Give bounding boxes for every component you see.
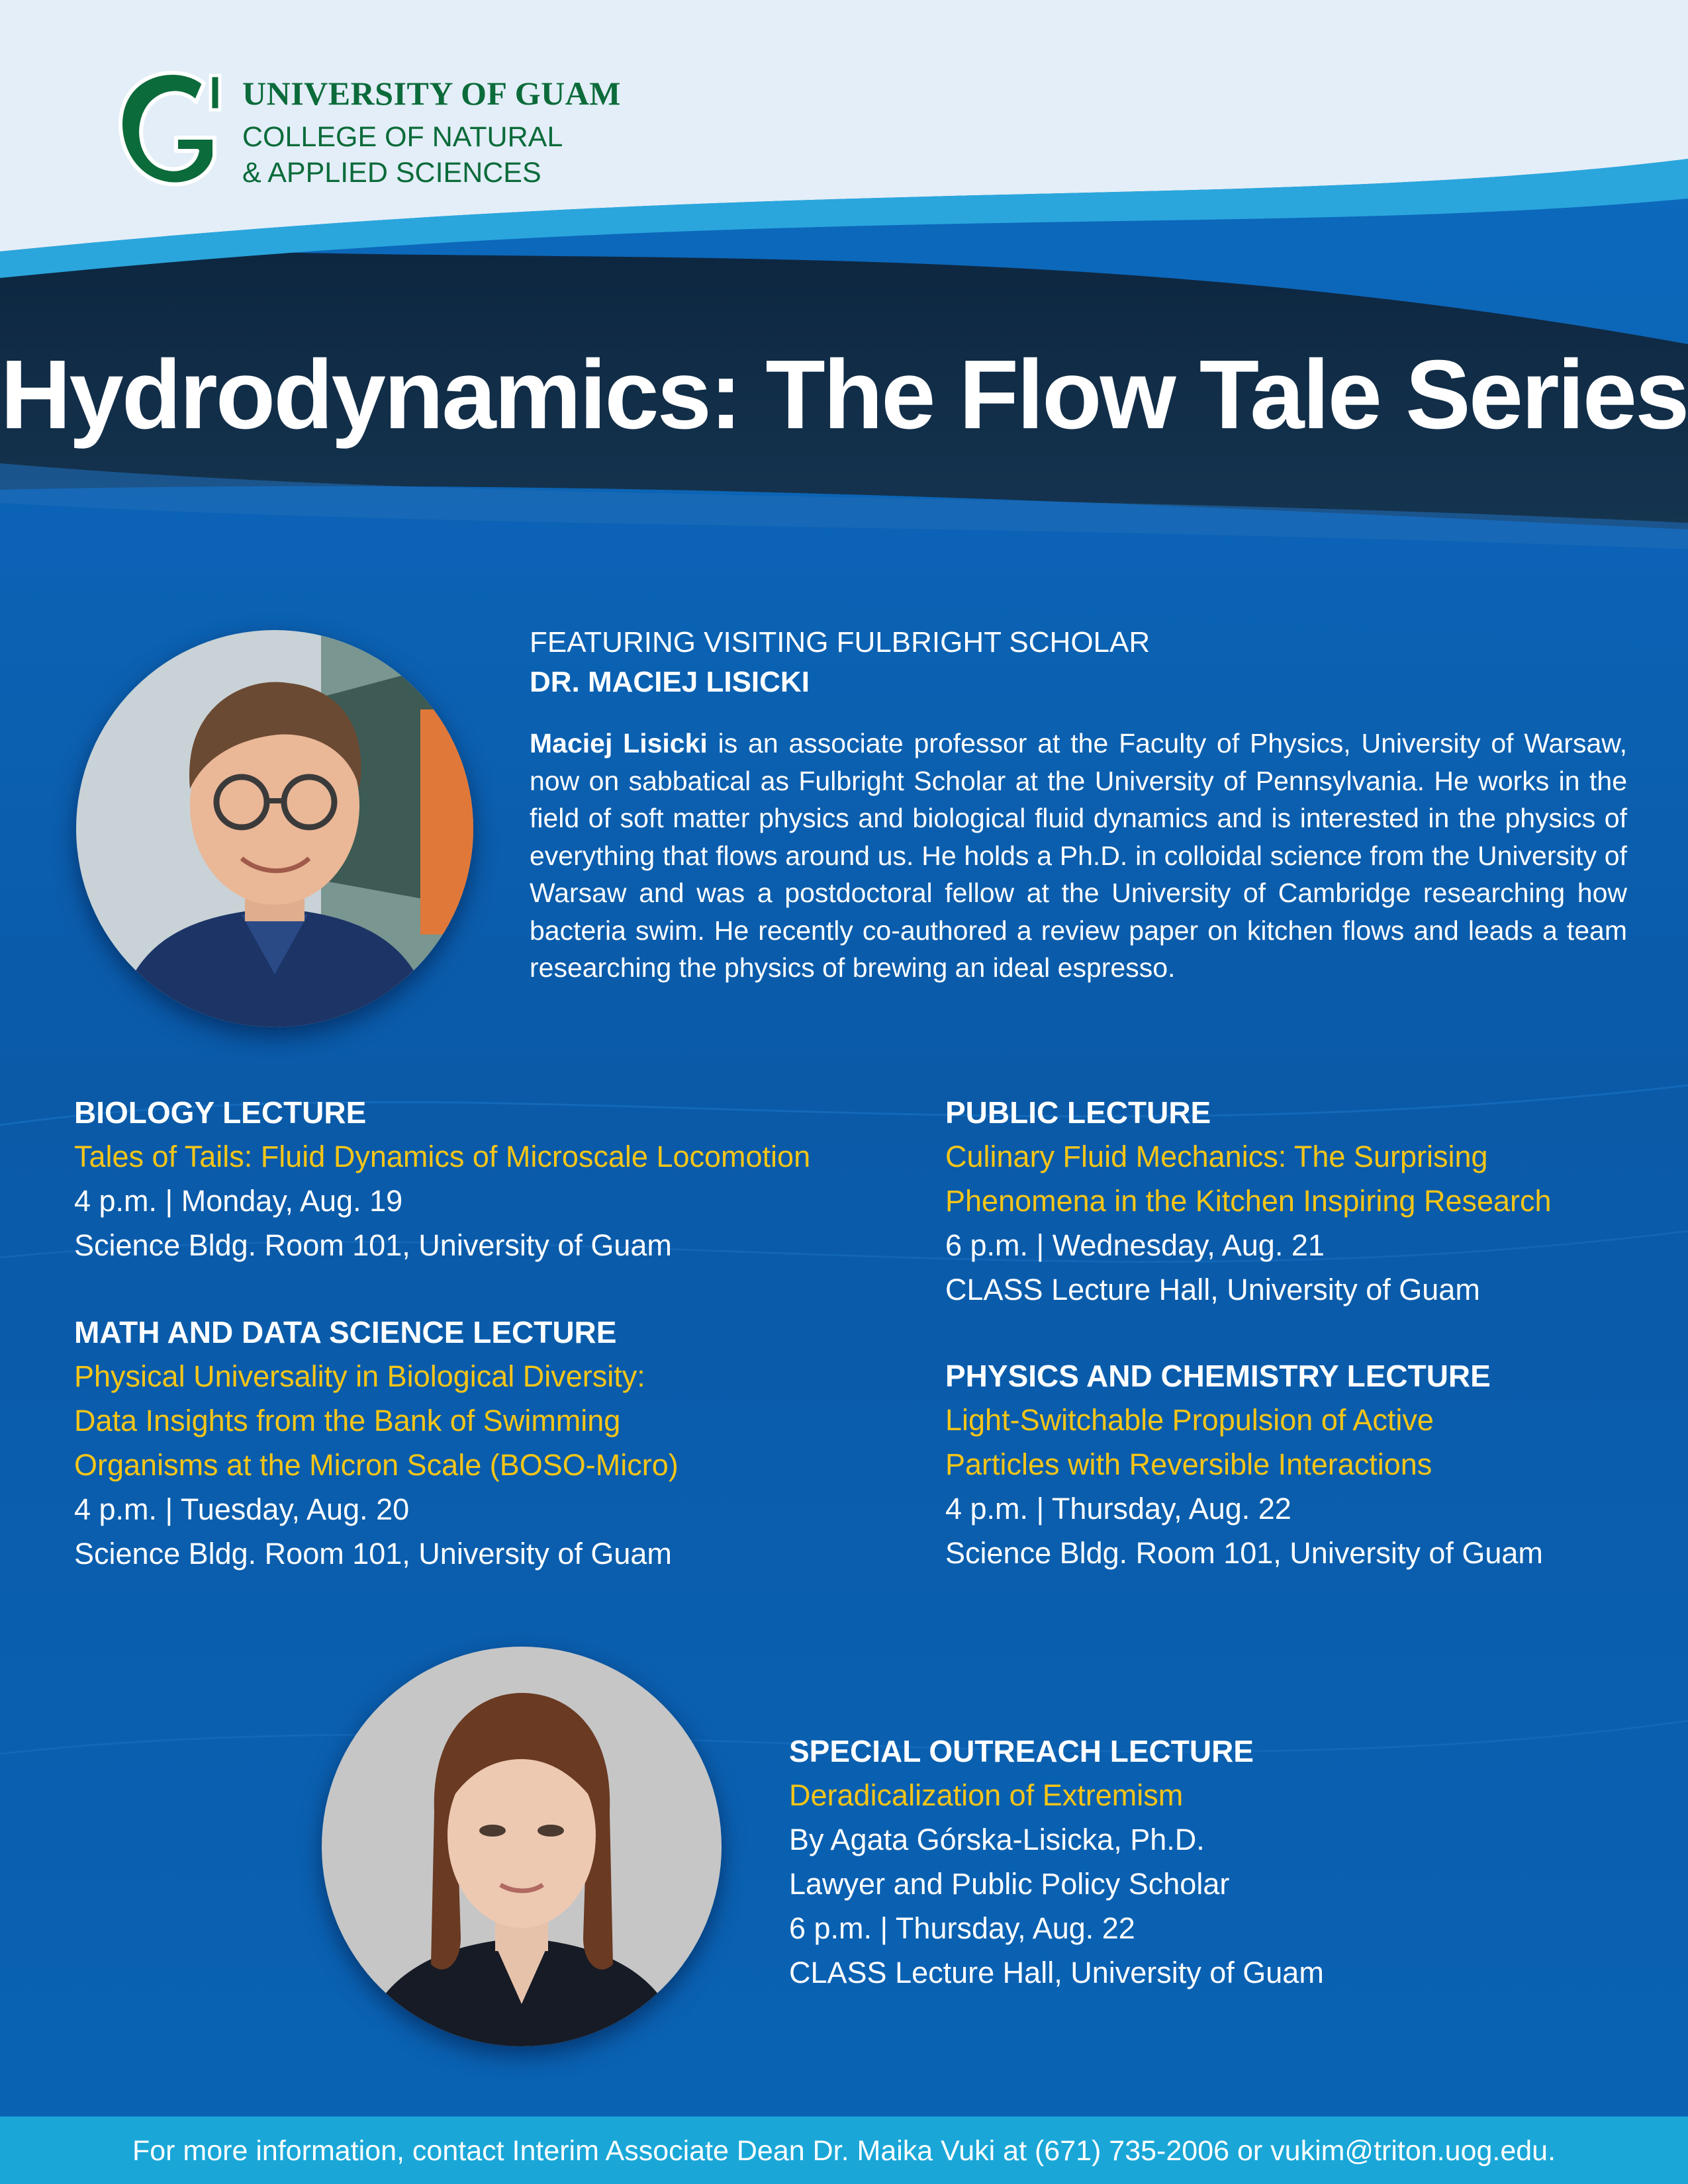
- university-logo: [111, 64, 224, 189]
- outreach-lecture: [789, 1729, 1324, 1995]
- featured-kicker: FEATURING VISITING FULBRIGHT SCHOLAR: [530, 626, 1150, 659]
- outreach-speaker-portrait: [322, 1647, 722, 2046]
- lecture-title-line: Organisms at the Micron Scale (BOSO-Micro): [74, 1448, 679, 1482]
- lecture-place: Science Bldg. Room 101, University of Guam: [945, 1536, 1543, 1570]
- college-name: [242, 119, 563, 191]
- lecture-speaker: By Agata Górska-Lisicka, Ph.D.: [789, 1823, 1205, 1856]
- lecture-title-line: Phenomena in the Kitchen Inspiring Research: [945, 1184, 1552, 1218]
- lecture-title: Deradicalization of Extremism: [789, 1778, 1184, 1812]
- featured-name: DR. MACIEJ LISICKI: [530, 666, 810, 698]
- footer-contact-text: For more information, contact Interim Associate Dean Dr. Maika Vuki at (671) 735-2006 or vukim@triton.uog.edu.: [132, 2135, 1556, 2167]
- lecture-time: 4 p.m. | Monday, Aug. 19: [74, 1184, 403, 1218]
- lecture-heading: BIOLOGY LECTURE: [74, 1095, 367, 1130]
- lecture-place: CLASS Lecture Hall, University of Guam: [789, 1956, 1324, 1989]
- university-name: UNIVERSITY OF GUAM: [242, 75, 621, 112]
- lecture-heading: PUBLIC LECTURE: [945, 1095, 1211, 1130]
- college-line-2: & APPLIED SCIENCES: [242, 157, 541, 189]
- lecture-title-line: Data Insights from the Bank of Swimming: [74, 1404, 621, 1437]
- bio-name: Maciej Lisicki: [530, 728, 708, 758]
- lecture-place: Science Bldg. Room 101, University of Guam: [74, 1537, 672, 1570]
- lecture-title-line: Culinary Fluid Mechanics: The Surprising: [945, 1140, 1488, 1173]
- biology-lecture: [74, 1091, 810, 1267]
- lecture-time: 6 p.m. | Wednesday, Aug. 21: [945, 1228, 1325, 1262]
- lecture-title: Tales of Tails: Fluid Dynamics of Microscale Locomotion: [74, 1140, 811, 1173]
- lecture-place: CLASS Lecture Hall, University of Guam: [945, 1273, 1480, 1306]
- scholar-bio: [530, 725, 1627, 987]
- lecture-title-line: Particles with Reversible Interactions: [945, 1447, 1432, 1481]
- page-title: Hydrodynamics: The Flow Tale Series: [0, 340, 1688, 449]
- lecture-time: 4 p.m. | Tuesday, Aug. 20: [74, 1492, 410, 1526]
- college-line-1: COLLEGE OF NATURAL: [242, 121, 563, 153]
- lecture-title-line: Physical Universality in Biological Diversity:: [74, 1359, 645, 1393]
- lecture-title-line: Light-Switchable Propulsion of Active: [945, 1403, 1434, 1437]
- lecture-heading: MATH AND DATA SCIENCE LECTURE: [74, 1315, 617, 1349]
- lecture-time: 4 p.m. | Thursday, Aug. 22: [945, 1492, 1291, 1525]
- public-lecture: [945, 1091, 1552, 1312]
- lecture-heading: PHYSICS AND CHEMISTRY LECTURE: [945, 1359, 1491, 1393]
- physics-lecture: [945, 1354, 1543, 1575]
- bio-text: is an associate professor at the Faculty of Physics, University of Warsaw, now on sabbatical as Fulbright Scholar at the University of Pennsylvania. He works in the field of soft matter physics and biological fluid dynamics and is interested in the physics of everything that flows around us. He holds a Ph.D. in colloidal science from the University of Warsaw and was a postdoctoral fellow at the University of Cambridge researching how bacteria swim. He recently co-authored a review paper on kitchen flows and leads a team researching the physics of brewing an ideal espresso.: [530, 728, 1628, 983]
- math-lecture: [74, 1310, 679, 1576]
- lecture-time: 6 p.m. | Thursday, Aug. 22: [789, 1911, 1135, 1945]
- speaker-role: Lawyer and Public Policy Scholar: [789, 1867, 1230, 1901]
- lecture-place: Science Bldg. Room 101, University of Guam: [74, 1228, 672, 1262]
- lecture-heading: SPECIAL OUTREACH LECTURE: [789, 1734, 1254, 1768]
- scholar-portrait: [76, 630, 473, 1027]
